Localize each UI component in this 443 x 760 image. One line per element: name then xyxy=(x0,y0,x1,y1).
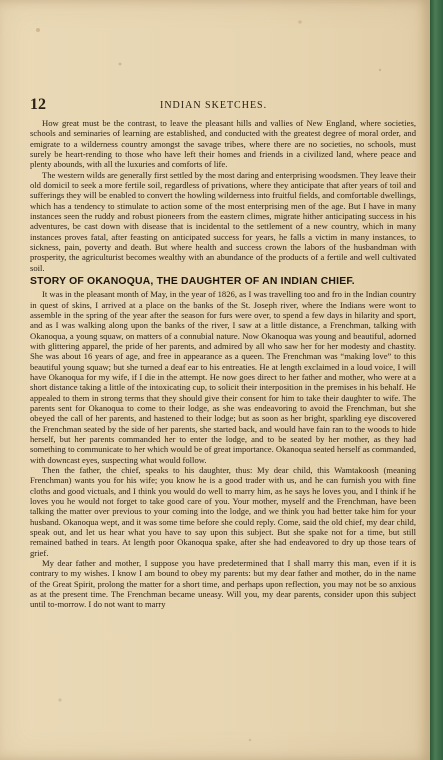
paragraph: My dear father and mother, I suppose you have predetermined that I shall marry this man, even if it is contrary to my wishes. I know I am bound to obey my parents: but my dear father and mother, do in the name of the Great Spirit, prolong the matter for a short time, and perhaps upon reflection, you may not be so anxious as at the present time. The Frenchman became uneasy. Will you, my dear parents, consider upon this subject until to-morrow. I do not want to marry xyxy=(30,558,416,610)
running-head: INDIAN SKETCHES. xyxy=(160,100,268,111)
page-number: 12 xyxy=(30,96,46,113)
page-header xyxy=(30,96,415,116)
story-title: STORY OF OKANOQUA, THE DAUGHTER OF AN INDIAN CHIEF. xyxy=(30,276,355,288)
paragraph: How great must be the contrast, to leave the pleasant hills and vallies of New England, where societies, schools and seminaries of learning are established, and conducted with the greatest degree of moral order, and emigrate to a wilderness country amongst the savage tribes, where there are no societies, no schools, must surely be heart-rending to those who have left their homes and friends in a civilized land, where peace and plenty abounds, with all the luxuries and comforts of life. xyxy=(30,118,416,170)
book-cover-edge xyxy=(430,0,443,760)
paragraph: It was in the pleasant month of May, in the year of 1826, as I was travelling too and fro in the Indian country in quest of skins, I arrived at a place on the banks of the St. Joseph river, where the Indians were wont to assemble in the spring of the year after the season for furs were over, to spend a few days in hilarity and sport, and as I was walking along upon the banks of the river, I saw at a little distance, a Frenchman, talking with Okanoqua, a young squaw, on matters of a connubial nature. Now Okanoqua was young and beautiful, adorned with glittering apparel, the pride of her parents, and admired by all who saw her for her modesty and chastity. She was about 16 years of age, and free in appearance as a queen. The Frenchman was “making love” to this beautiful young squaw; but she turned a deaf ear to his entreaties. He at length exclaimed in a loud voice, I will have Okanoqua for my wife, if I die in the attempt. He now goes direct to her father and mother, who were at a short distance taking a little of the intoxicating cup, to solicit their interposition in the premises in his behalf. He appealed to them in strong terms that they should give their consent for him to take their daughter to wife. The parents sent for Okanoqua to come to their lodge, as she was endeavoring to avoid the Frenchman, but she obeyed the call of her parents, and hastened to their lodge; but as soon as her bright, sparkling eye discovered the Frenchman seated by the side of her parents, she started back, and would have fain ran to the woods to hide herself, but her parents commanded her to enter the lodge, and to be seated by her mother, as they had something to communicate to her which would be of great importance. Okanoqua seated herself as commanded, with downcast eyes, suspecting what would follow. xyxy=(30,289,416,465)
paragraph: The western wilds are generally first settled by the most daring and enterprising woodsmen. They leave their old domicil to seek a more fertile soil, regardless of privations, where they anticipate that after years of toil and sufferings they will be enabled to convert the howling wilderness into fruitful fields, and comfortable dwellings, which has a tendency to stimulate to action some of the most enterprising men of the age. But I have in many instances seen the ruddy and robust pioneers from the eastern climes, migrate hither anticipating success in his adventures, be cast down with disease that is incidental to the settlement of a new country, which in many instances proves fatal, after feasting on anticipated success for years, he falls a victim in many instances, to sickness, pain, poverty and death. But where health and success crown the labors of the husbandman with prosperity, the agriculturist becomes wealthy with an abundance of the products of a fertile and well cultivated soil. xyxy=(30,169,416,273)
body-text xyxy=(30,118,416,610)
paragraph: Then the father, the chief, speaks to his daughter, thus: My dear child, this Wamtakoosh (meaning Frenchman) wants you for his wife; you know he is a good trader with us, and he can furnish you with fine cloths and good victuals, and I think you would do well to marry him, as he says he loves you, and I think if he loves you he would not forget to take good care of you. Your mother, myself and the Frenchman, have been talking the matter over previous to your coming into the lodge, and we think you had better take him for your husband. Okanoqua wept, and it was some time before she could reply. Come, said the old chief, my dear child, speak out, and let us hear what you have to say upon this subject. But she spake not for a time, but still remained bathed in tears. At length poor Okanoqua spake, after she had endeavored to dry up those tears of grief. xyxy=(30,465,416,558)
